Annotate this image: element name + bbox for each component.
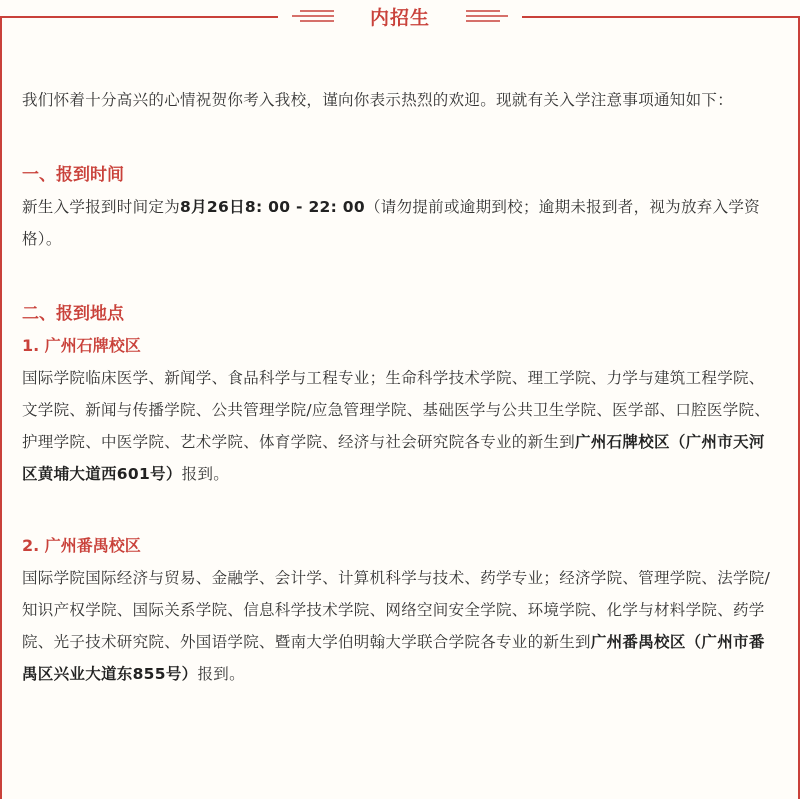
right-decoration-icon bbox=[466, 9, 508, 23]
campus-shipai-text-after: 报到。 bbox=[181, 465, 230, 483]
report-time-value: 8月26日8: 00 - 22: 00 bbox=[180, 198, 365, 216]
campus-panyu-text-before: 国际学院国际经济与贸易、金融学、会计学、计算机科学与技术、药学专业；经济学院、管理学院、法学院/知识产权学院、国际关系学院、信息科学技术学院、网络空间安全学院、环境学院、化学与材料学院、药学院、光子技术研究院、外国语学院、暨南大学伯明翰大学联合学院各专业的新生到 bbox=[22, 569, 771, 651]
campus-shipai-text-before: 国际学院临床医学、新闻学、食品科学与工程专业；生命科学技术学院、理工学院、力学与建筑工程学院、文学院、新闻与传播学院、公共管理学院/应急管理学院、基础医学与公共卫生学院、医学部、口腔医学院、护理学院、中医学院、艺术学院、体育学院、经济与社会研究院各专业的新生到 bbox=[22, 369, 771, 451]
notice-content bbox=[22, 84, 778, 690]
report-time-paragraph bbox=[22, 191, 778, 255]
section-heading-location: 二、报到地点 bbox=[22, 304, 124, 324]
report-time-text-after: （请勿提前或逾期到校；逾期未报到者，视为放弃入学资格）。 bbox=[22, 198, 760, 248]
report-time-text-before: 新生入学报到时间定为 bbox=[22, 198, 181, 216]
campus-title-panyu: 2. 广州番禺校区 bbox=[22, 536, 141, 555]
section-header bbox=[0, 0, 800, 32]
campus-panyu-location: 广州番禺校区（广州市番禺区兴业大道东855号） bbox=[22, 633, 765, 683]
intro-paragraph: 我们怀着十分高兴的心情祝贺你考入我校，谨向你表示热烈的欢迎。现就有关入学注意事项通知如下： bbox=[22, 91, 734, 109]
campus-paragraph-shipai bbox=[22, 362, 778, 490]
campus-paragraph-panyu bbox=[22, 562, 778, 690]
header-title: 内招生 bbox=[369, 6, 430, 29]
campus-title-shipai: 1. 广州石牌校区 bbox=[22, 336, 141, 355]
campus-panyu-text-after: 报到。 bbox=[197, 665, 245, 683]
header-inner bbox=[278, 0, 522, 32]
left-decoration-icon bbox=[292, 9, 334, 23]
campus-shipai-location: 广州石牌校区（广州市天河区黄埔大道西601号） bbox=[22, 433, 765, 483]
section-heading-time: 一、报到时间 bbox=[22, 165, 124, 185]
